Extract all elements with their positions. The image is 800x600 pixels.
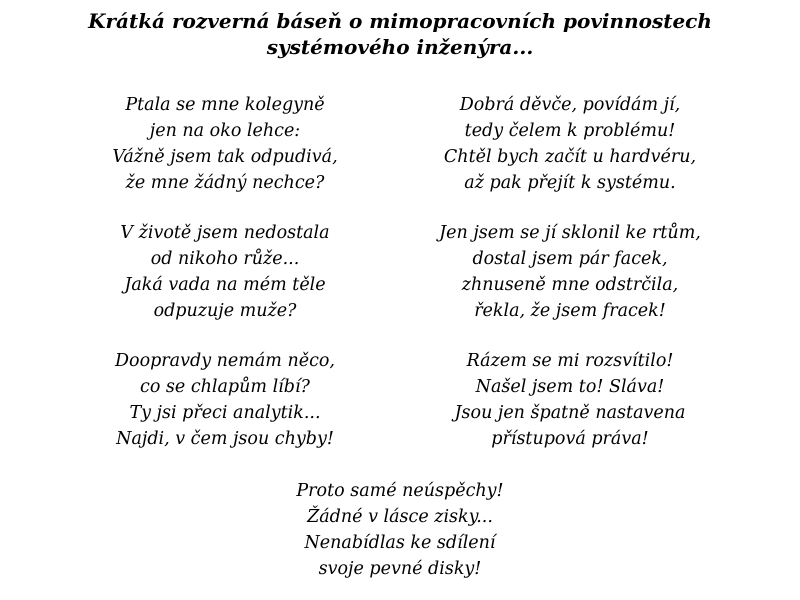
stanza-line: Proto samé neúspěchy! <box>296 481 504 501</box>
stanza-5 <box>75 348 375 452</box>
stanza-2 <box>420 92 720 196</box>
stanza-line: Ptala se mne kolegyně <box>125 95 325 115</box>
stanza-line: svoje pevné disky! <box>318 559 482 579</box>
stanza-line: dostal jsem pár facek, <box>472 249 668 269</box>
stanza-line: Vážně jsem tak odpudivá, <box>112 147 338 167</box>
stanza-line: co se chlapům líbí? <box>140 377 310 397</box>
poem-title-line-1: Krátká rozverná báseň o mimopracovních povinnostech <box>88 9 712 33</box>
stanza-line: Jsou jen špatně nastavena <box>454 403 686 423</box>
stanza-line: Najdi, v čem jsou chyby! <box>116 429 334 449</box>
stanza-line: přístupová práva! <box>491 429 649 449</box>
stanza-line: Ty jsi přeci analytik... <box>129 403 321 423</box>
stanza-3 <box>75 220 375 324</box>
stanza-line: Jaká vada na mém těle <box>124 275 326 295</box>
stanza-line: řekla, že jsem fracek! <box>474 301 666 321</box>
stanza-line: Rázem se mi rozsvítilo! <box>466 351 674 371</box>
stanza-4 <box>420 220 720 324</box>
poem-title <box>0 8 800 60</box>
stanza-line: jen na oko lehce: <box>149 121 301 141</box>
stanza-1 <box>75 92 375 196</box>
stanza-line: odpuzuje muže? <box>153 301 297 321</box>
stanza-line: Jen jsem se jí sklonil ke rtům, <box>439 223 701 243</box>
poem-title-line-2: systémového inženýra... <box>266 35 534 59</box>
stanza-line: že mne žádný nechce? <box>125 173 325 193</box>
stanza-line: Chtěl bych začít u hardvéru, <box>443 147 697 167</box>
stanza-6 <box>420 348 720 452</box>
stanza-line: od nikoho růže... <box>150 249 300 269</box>
stanza-line: zhnuseně mne odstrčila, <box>461 275 679 295</box>
stanza-line: Doopravdy nemám něco, <box>115 351 335 371</box>
stanza-7 <box>250 478 550 582</box>
stanza-line: tedy čelem k problému! <box>464 121 676 141</box>
stanza-line: Žádné v lásce zisky... <box>307 507 493 527</box>
stanza-line: Našel jsem to! Sláva! <box>475 377 665 397</box>
stanza-line: V životě jsem nedostala <box>120 223 330 243</box>
stanza-line: až pak přejít k systému. <box>464 173 676 193</box>
stanza-line: Dobrá děvče, povídám jí, <box>459 95 681 115</box>
stanza-line: Nenabídlas ke sdílení <box>304 533 496 553</box>
